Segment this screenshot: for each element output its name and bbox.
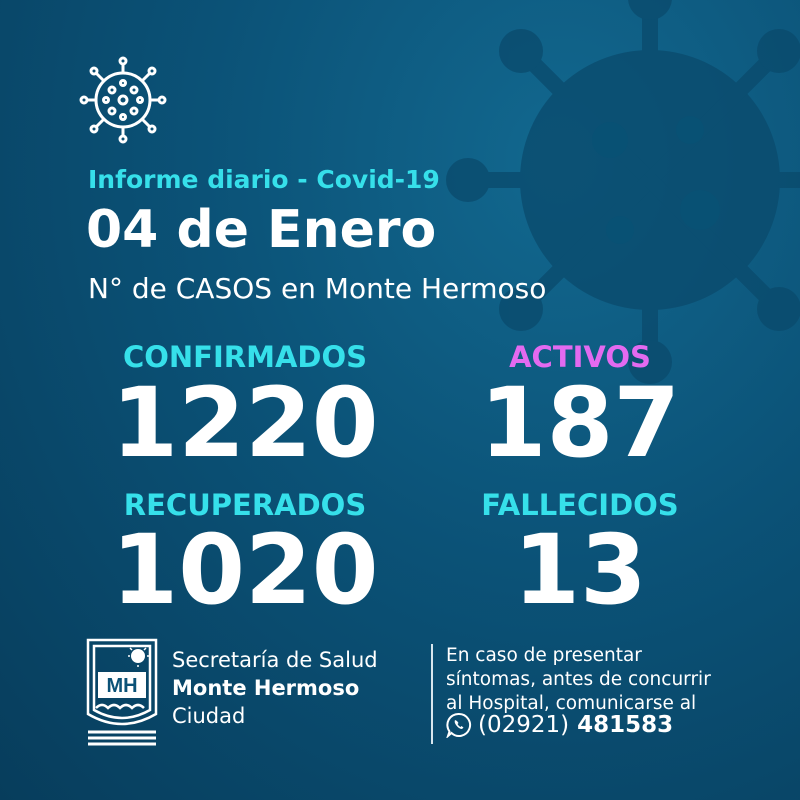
report-subtitle: Informe diario - Covid-19 [88,165,440,194]
phone-prefix: (02921) [478,712,570,738]
municipality-logo [84,636,160,746]
activos-label: ACTIVOS [509,340,651,374]
fallecidos-label: FALLECIDOS [481,488,679,522]
whatsapp-icon [446,712,472,738]
activos-value: 187 [479,367,681,479]
background-virus-icon [440,0,800,390]
report-date: 04 de Enero [86,200,437,260]
org-line-2: Monte Hermoso [172,676,360,700]
org-line-1: Secretaría de Salud [172,648,378,672]
contact-info [446,644,711,716]
phone-row [446,712,673,738]
cases-label: N° de CASOS en Monte Hermoso [88,272,547,305]
recuperados-label: RECUPERADOS [123,488,367,522]
recuperados-value: 1020 [111,514,379,626]
logo-text: MH [106,675,138,697]
info-line-3: al Hospital, comunicarse al [446,693,697,714]
footer-divider [431,644,433,744]
org-line-3: Ciudad [172,704,246,728]
virus-icon [78,55,168,145]
phone-number: 481583 [577,712,674,738]
confirmados-value: 1220 [111,367,379,479]
info-line-1: En caso de presentar [446,645,642,666]
fallecidos-value: 13 [513,514,647,626]
info-line-2: síntomas, antes de concurrir [446,669,711,690]
organization-block [172,646,378,730]
confirmados-label: CONFIRMADOS [122,340,368,374]
